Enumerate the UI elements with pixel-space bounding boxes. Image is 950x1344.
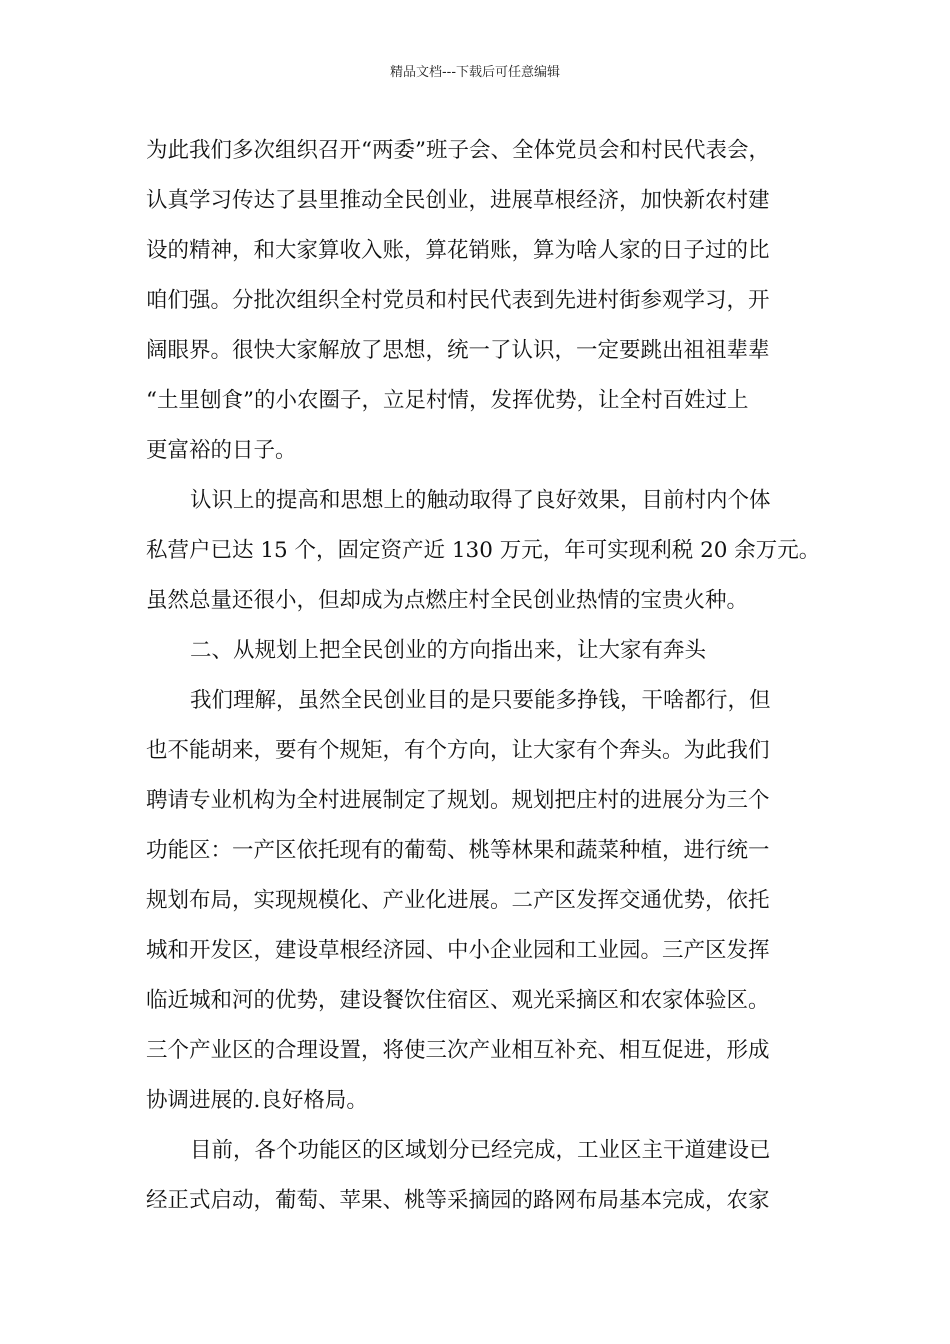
text-line: 三个产业区的合理设置，将使三次产业相互补充、相互促进，形成 — [146, 1038, 770, 1063]
text-line: 更富裕的日子。 — [146, 438, 297, 463]
text-line: 认识上的提高和思想上的触动取得了良好效果，目前村内个体 — [190, 488, 771, 513]
text-line: 城和开发区，建设草根经济园、中小企业园和工业园。三产区发挥 — [146, 938, 770, 963]
text-line: 功能区：一产区依托现有的葡萄、桃等林果和蔬菜种植，进行统一 — [146, 838, 770, 863]
text-line: 目前，各个功能区的区域划分已经完成，工业区主干道建设已 — [190, 1138, 771, 1163]
page-header: 精品文档---下载后可任意编辑 — [389, 65, 561, 80]
text-line: 经正式启动，葡萄、苹果、桃等采摘园的路网布局基本完成，农家 — [146, 1188, 770, 1213]
text-line: 二、从规划上把全民创业的方向指出来，让大家有奔头 — [190, 638, 707, 663]
text-line: 虽然总量还很小，但却成为点燃庄村全民创业热情的宝贵火种。 — [146, 588, 749, 613]
text-line: 协调进展的.良好格局。 — [146, 1088, 368, 1113]
text-line: 我们理解，虽然全民创业目的是只要能多挣钱，干啥都行，但 — [190, 688, 771, 713]
text-line: 私营户已达 15 个，固定资产近 130 万元，年可实现利税 20 余万元。 — [146, 538, 821, 563]
text-line: 临近城和河的优势，建设餐饮住宿区、观光采摘区和农家体验区。 — [146, 988, 770, 1013]
text-line: 为此我们多次组织召开“两委”班子会、全体党员会和村民代表会， — [146, 138, 770, 163]
text-line: 阔眼界。很快大家解放了思想，统一了认识，一定要跳出祖祖辈辈 — [146, 338, 770, 363]
text-line: 设的精神，和大家算收入账，算花销账，算为啥人家的日子过的比 — [146, 238, 770, 263]
text-line: 聘请专业机构为全村进展制定了规划。规划把庄村的进展分为三个 — [146, 788, 770, 813]
text-line: 认真学习传达了县里推动全民创业，进展草根经济，加快新农村建 — [146, 188, 770, 213]
text-line: “土里刨食”的小农圈子，立足村情，发挥优势，让全村百姓过上 — [146, 388, 749, 413]
body-text — [146, 126, 821, 1226]
text-line: 规划布局，实现规模化、产业化进展。二产区发挥交通优势，依托 — [146, 888, 770, 913]
text-line: 咱们强。分批次组织全村党员和村民代表到先进村街参观学习，开 — [146, 288, 770, 313]
text-line: 也不能胡来，要有个规矩，有个方向，让大家有个奔头。为此我们 — [146, 738, 770, 763]
